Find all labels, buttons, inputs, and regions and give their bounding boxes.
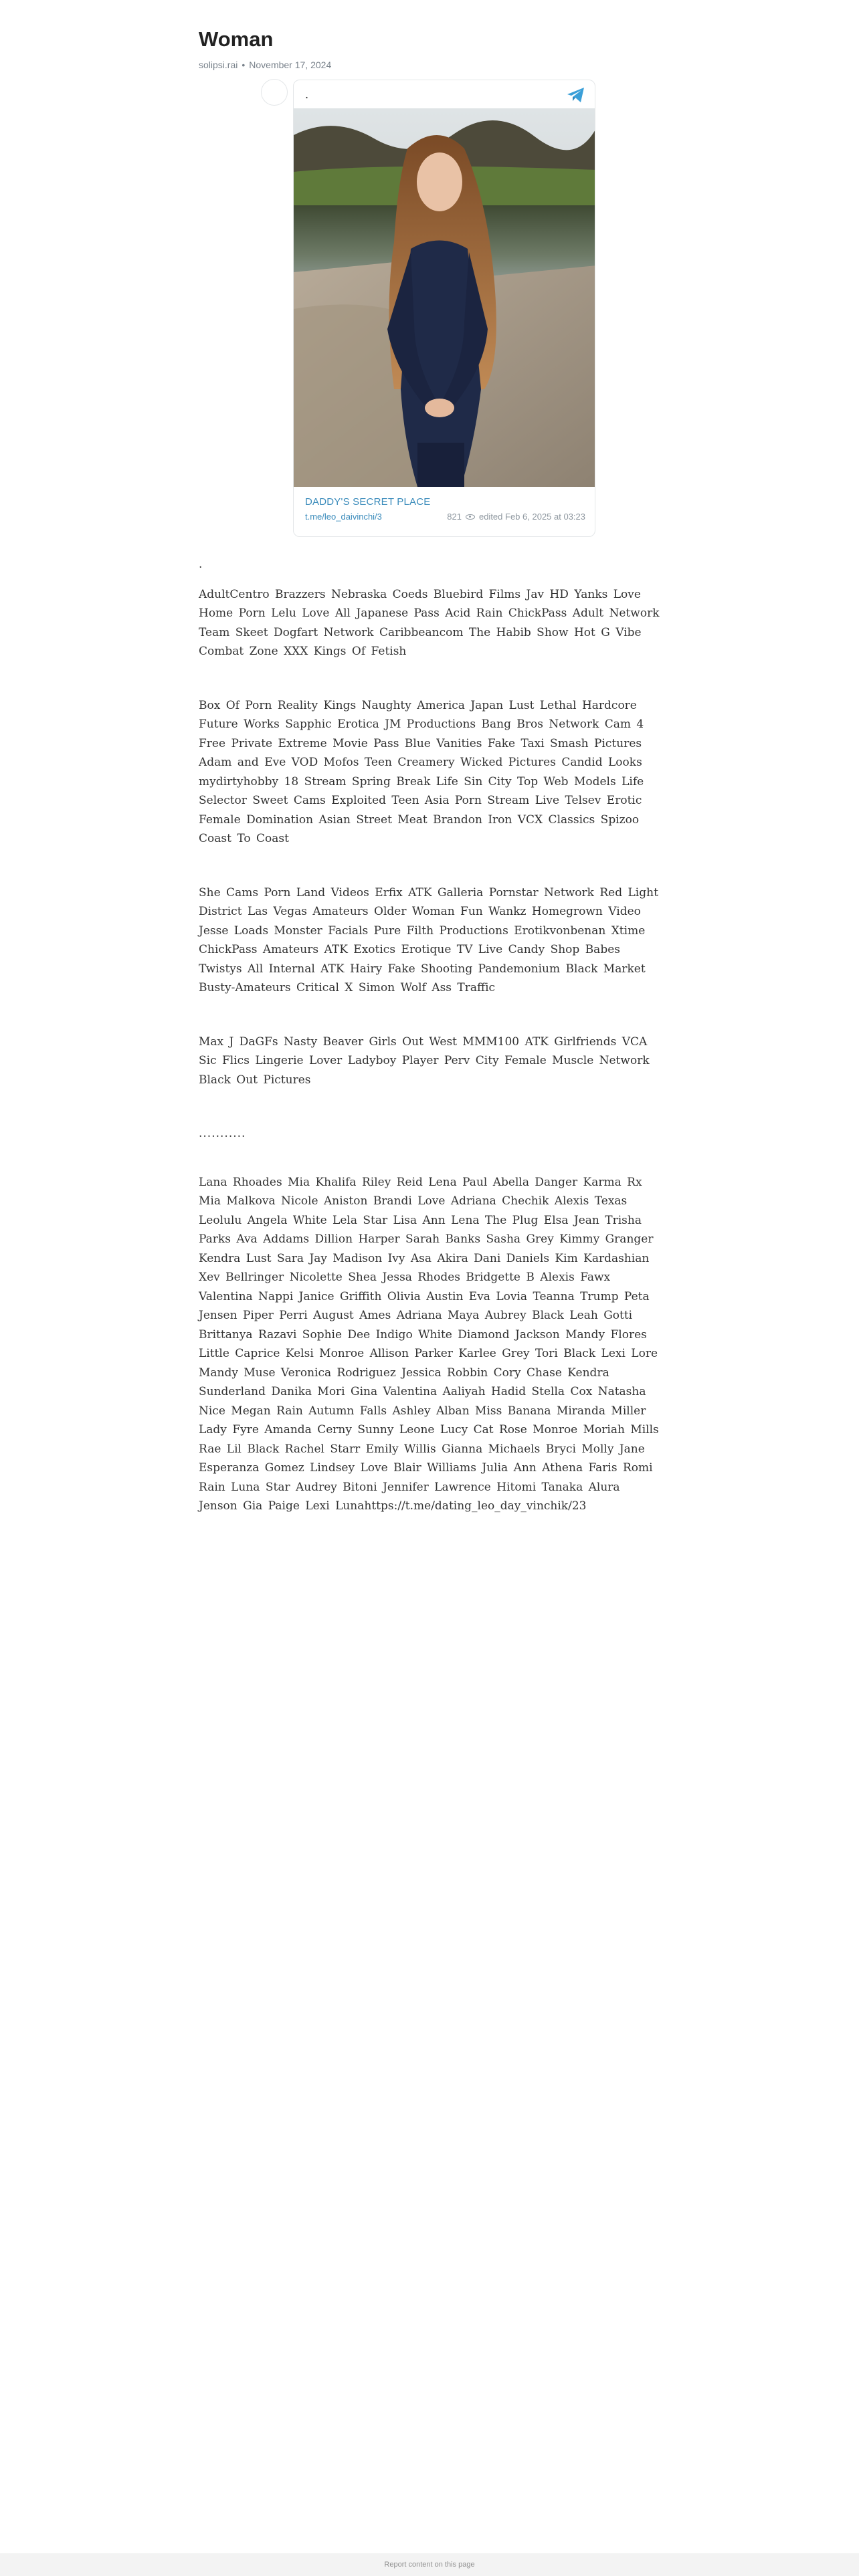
publish-date: November 17, 2024: [249, 60, 332, 70]
author-link[interactable]: solipsi.rai: [199, 60, 238, 70]
avatar: [261, 79, 288, 106]
meta-separator: •: [242, 60, 246, 70]
paragraph-4: Max J DaGFs Nasty Beaver Girls Out West MMM100 ATK Girlfriends VCA Sic Flics Lingerie Lover Ladyboy Player Perv City Female Muscle Network Black Out Pictures: [199, 1035, 650, 1087]
card-header-text: .: [305, 88, 309, 101]
article: [199, 27, 660, 1513]
eye-icon: [466, 514, 475, 520]
edited-date: Feb 6, 2025 at 03:23: [505, 512, 585, 522]
intro-dot: .: [199, 558, 203, 571]
paragraph-5: Lana Rhoades Mia Khalifa Riley Reid Lena Paul Abella Danger Karma Rx Mia Malkova Nicole Aniston Brandi Love Adriana Chechik Alexis Texas Leolulu Angela White Lela Star Lisa Ann Lena The Plug Elsa Jean Trisha Parks Ava Addams Dillion Harper Sarah Banks Sasha Grey Kimmy Granger Kendra Lust Sara Jay Madison Ivy Asa Akira Dani Daniels Kim Kardashian Xev Bellringer Nicolette Shea Jessa Rhodes Bridgette B Alexis Fawx Valentina Nappi Janice Griffith Olivia Austin Eva Lovia Teanna Trump Peta Jensen Piper Perri August Ames Adriana Maya Aubrey Black Leah Gotti Brittanya Razavi Sophie Dee Indigo White Diamond Jackson Mandy Flores Little Caprice Kelsi Monroe Allison Parker Karlee Grey Tori Black Lexi Lore Mandy Muse Veronica Rodriguez Jessica Robbin Cory Chase Kendra Sunderland Danika Mori Gina Valentina Aaliyah Hadid Stella Cox Natasha Nice Megan Rain Autumn Falls Ashley Alban Miss Banana Miranda Miller Lady Fyre Amanda Cerny Sunny Leone Lucy Cat Rose Monroe Moriah Mills Rae Lil Black Rachel Starr Emily Willis Gianna Michaels Bryci Molly Jane Esperanza Gomez Lindsey Love Blair Williams Julia Ann Athena Faris Romi Rain Luna Star Audrey Bitoni Jennifer Lawrence Hitomi Tanaka Alura Jenson Gia Paige Lexi Lunahttps://t.me/dating_leo_day_vinchik/23: [199, 1175, 659, 1513]
view-count: 821: [447, 512, 462, 522]
post-stats: [447, 512, 585, 522]
channel-name[interactable]: DADDY'S SECRET PLACE: [305, 496, 431, 508]
channel-link[interactable]: t.me/leo_daivinchi/3: [305, 512, 382, 522]
paragraph-1: AdultCentro Brazzers Nebraska Coeds Bluebird Films Jav HD Yanks Love Home Porn Lelu Love All Japanese Pass Acid Rain ChickPass Adult Network Team Skeet Dogfart Network Caribbeancom The Habib Show Hot G Vibe Combat Zone XXX Kings Of Fetish: [199, 587, 660, 658]
photo-woman-by-lake: [294, 108, 595, 487]
edited-label: edited: [478, 512, 503, 522]
separator-dots: ...........: [199, 1127, 246, 1140]
report-footer: [0, 2553, 859, 2576]
report-link[interactable]: Report content on this page: [384, 2561, 475, 2569]
post-photo[interactable]: [294, 108, 595, 487]
article-body: [199, 555, 660, 1551]
paragraph-2: Box Of Porn Reality Kings Naughty America Japan Lust Lethal Hardcore Future Works Sapphic Erotica JM Productions Bang Bros Network Cam 4 Free Private Extreme Movie Pass Blue Vanities Fake Taxi Smash Pictures Adam and Eve VOD Mofos Teen Creamery Wicked Pictures Candid Looks mydirtyhobby 18 Stream Spring Break Life Sin City Top Web Models Life Selector Sweet Cams Exploited Teen Asia Porn Stream Live Telsev Erotic Female Domination Asian Street Meat Brandon Iron VCX Classics Spizoo Coast To Coast: [199, 698, 644, 845]
telegram-plane-icon[interactable]: [567, 87, 585, 103]
telegram-embed-card[interactable]: [293, 80, 595, 537]
card-header: [294, 80, 595, 108]
article-meta: [199, 58, 660, 72]
page-title: Woman: [199, 27, 274, 51]
paragraph-3: She Cams Porn Land Videos Erfix ATK Galleria Pornstar Network Red Light District Las Vegas Amateurs Older Woman Fun Wankz Homegrown Video Jesse Loads Monster Facials Pure Filth Productions Erotikvonbenan Xtime ChickPass Amateurs ATK Exotics Erotique TV Live Candy Shop Babes Twistys All Internal ATK Hairy Fake Shooting Pandemonium Black Market Busty-Amateurs Critical X Simon Wolf Ass Traffic: [199, 885, 658, 994]
channel-row: [305, 512, 585, 524]
card-footer: [294, 487, 595, 537]
